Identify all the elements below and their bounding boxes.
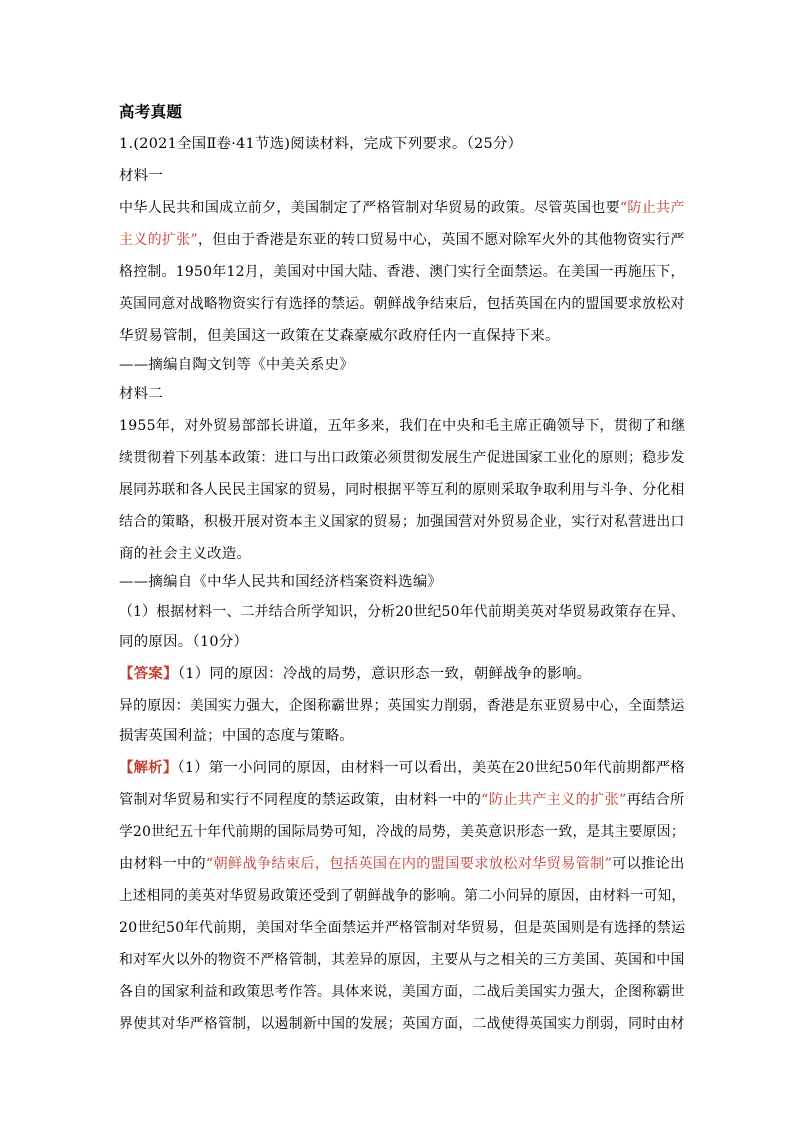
material2-line: 商的社会主义改造。 <box>119 546 252 562</box>
analysis-line: 各自的国家利益和政策思考作答。具体来说，美国方面，二战后美国实力强大，企图称霸世 <box>119 984 685 1000</box>
material1-source: ——摘编自陶文钊等《中美关系史》 <box>119 357 355 373</box>
analysis-line: 和对军火以外的物资不严格管制，其差异的原因，主要从与之相关的三方美国、英国和中国 <box>119 952 685 968</box>
material1-line: 华贸易管制，但美国这一政策在艾森豪威尔政府任内一直保持下来。 <box>119 328 560 344</box>
subquestion-line: （1）根据材料一、二并结合所学知识，分析20世纪50年代前期美英对华贸易政策存在异、 <box>119 604 685 620</box>
analysis-line: 管制对华贸易和实行不同程度的禁运政策，由材料一中的“防止共产主义的扩张”再结合所 <box>119 792 685 808</box>
material2-label: 材料二 <box>119 386 164 402</box>
analysis-tag: 【解析】 <box>119 759 178 776</box>
answer-tag: 【答案】 <box>119 665 178 682</box>
material2-line: 展同苏联和各人民民主国家的贸易，同时根据平等互利的原则采取争取利用与斗争、分化相 <box>119 482 685 498</box>
answer-line: 【答案】（1）同的原因：冷战的局势，意识形态一致，朝鲜战争的影响。 <box>119 665 592 682</box>
material2-line: 结合的策略，积极开展对资本主义国家的贸易；加强国营对外贸易企业，实行对私营进出口 <box>119 514 685 530</box>
question-title: 1.(2021全国Ⅱ卷·41节选)阅读材料，完成下列要求。（25分） <box>119 136 523 152</box>
material1-line: 格控制。1950年12月，美国对中国大陆、香港、澳门实行全面禁运。在美国一再施压下， <box>119 264 685 280</box>
analysis-line: 界使其对华严格管制，以遏制新中国的发展；英国方面，二战使得英国实力削弱，同时由材 <box>119 1016 685 1032</box>
analysis-line: 由材料一中的“朝鲜战争结束后，包括英国在内的盟国要求放松对华贸易管制”可以推论出 <box>119 856 685 872</box>
material1-line: 主义的扩张”，但由于香港是东亚的转口贸易中心，英国不愿对除军火外的其他物资实行严 <box>119 232 685 248</box>
material1-line: 中华人民共和国成立前夕，美国制定了严格管制对华贸易的政策。尽管英国也要“防止共产 <box>119 200 685 216</box>
material1-line: 英国同意对战略物资实行有选择的禁运。朝鲜战争结束后，包括英国在内的盟国要求放松对 <box>119 296 685 312</box>
material2-line: 1955年，对外贸易部部长讲道，五年多来，我们在中央和毛主席正确领导下，贯彻了和继 <box>119 418 686 434</box>
analysis-line: 20世纪50年代前期，美国对华全面禁运并严格管制对华贸易，但是英国则是有选择的禁运 <box>119 920 686 936</box>
subquestion-line: 同的原因。（10分） <box>119 634 249 650</box>
material2-source: ——摘编自《中华人民共和国经济档案资料选编》 <box>119 574 443 590</box>
analysis-line: 学20世纪五十年代前期的国际局势可知，冷战的局势，美英意识形态一致，是其主要原因； <box>119 824 685 840</box>
answer-line: 损害英国利益；中国的态度与策略。 <box>119 728 355 744</box>
answer-line: 异的原因：美国实力强大，企图称霸世界；英国实力削弱，香港是东亚贸易中心，全面禁运 <box>119 698 685 714</box>
material2-line: 续贯彻着下列基本政策：进口与出口政策必须贯彻发展生产促进国家工业化的原则；稳步发 <box>119 450 685 466</box>
analysis-line: 【解析】（1）第一小问同的原因，由材料一可以看出，美英在20世纪50年代前期都严格 <box>119 759 685 776</box>
analysis-line: 上述相同的美英对华贸易政策还受到了朝鲜战争的影响。第二小问异的原因，由材料一可知， <box>119 888 686 904</box>
material1-label: 材料一 <box>119 168 164 184</box>
section-heading: 高考真题 <box>119 102 183 121</box>
